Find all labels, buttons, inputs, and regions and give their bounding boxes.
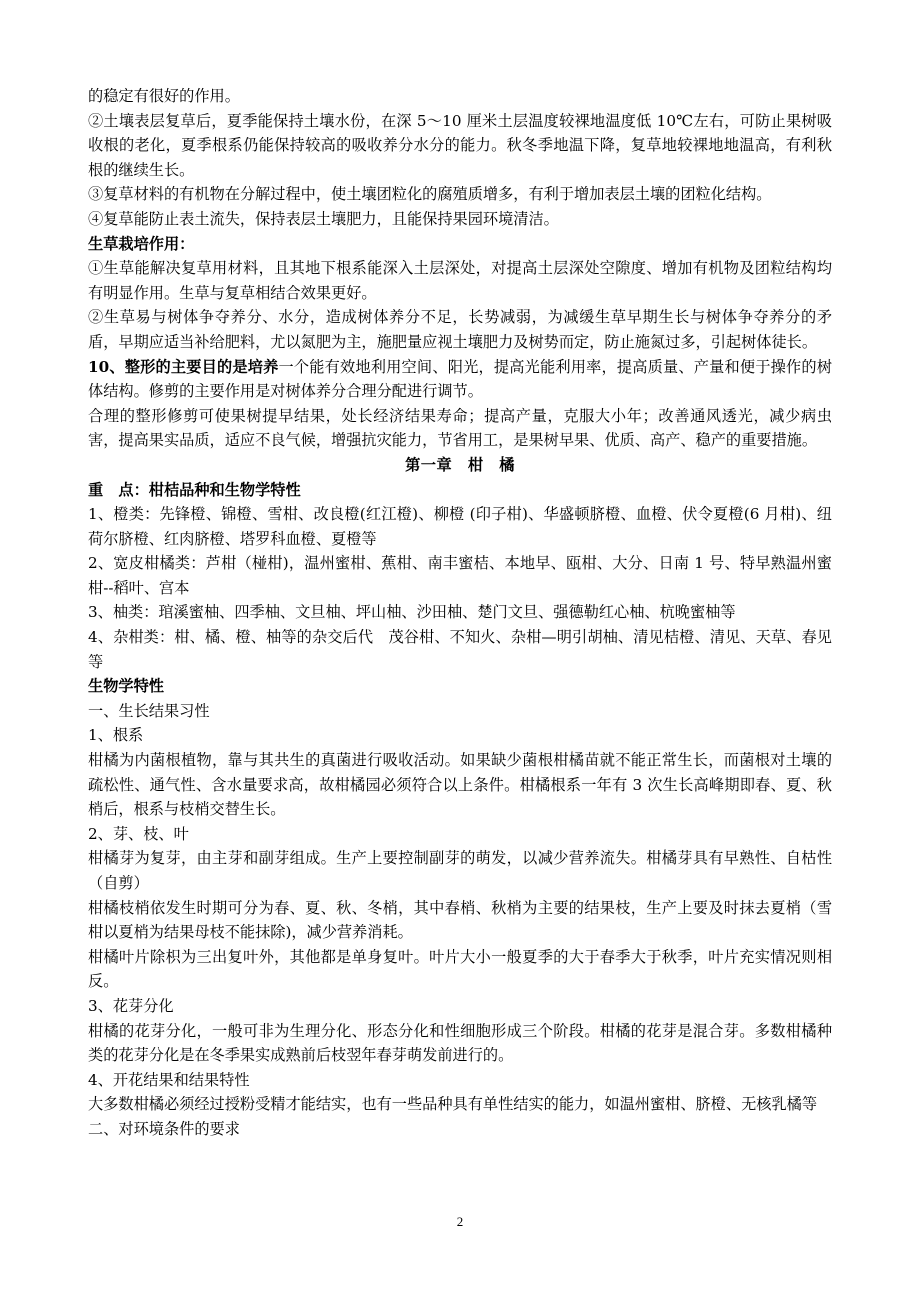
paragraph: 柑橘枝梢依发生时期可分为春、夏、秋、冬梢，其中春梢、秋梢为主要的结果枝，生产上要及时抹去夏梢（雪柑以夏梢为结果母枝不能抹除)，减少营养消耗。 — [88, 898, 832, 942]
paragraph: 柑橘芽为复芽，由主芽和副芽组成。生产上要控制副芽的萌发，以减少营养流失。柑橘芽具有早熟性、自枯性（自剪） — [88, 849, 832, 892]
paragraph: 3、柚类：琯溪蜜柚、四季柚、文旦柚、坪山柚、沙田柚、楚门文旦、强德勒红心柚、杭晚蜜柚等 — [88, 603, 736, 622]
paragraph: 一、生长结果习性 — [88, 701, 210, 720]
paragraph: ①生草能解决复草用材料，且其地下根系能深入土层深处，对提高土层深处空隙度、增加有机物及团粒结构均有明显作用。生草与复草相结合效果更好。 — [88, 259, 832, 302]
paragraph: ④复草能防止表土流失，保持表层土壤肥力，且能保持果园环境清洁。 — [88, 209, 559, 228]
paragraph: ③复草材料的有机物在分解过程中，使土壤团粒化的腐殖质增多，有利于增加表层土壤的团粒化结构。 — [88, 185, 772, 204]
paragraph: 4、开花结果和结果特性 — [88, 1070, 250, 1089]
paragraph — [88, 355, 832, 404]
section-heading: 生草栽培作用： — [88, 234, 195, 253]
section-heading: 生物学特性 — [88, 677, 164, 696]
paragraph: ②土壤表层复草后，夏季能保持土壤水份，在深 5～10 厘米土层温度较裸地温度低 10℃左右，可防止果树吸收根的老化，夏季根系仍能保持较高的吸收养分水分的能力。秋冬季地温下降，复草地较裸地地温高，有利秋根的继续生长。 — [88, 111, 832, 179]
paragraph-rest: 一个能有效地利用空间、阳光，提高光能利用率，提高质量、产量和便于操作的树体结构。修剪的主要作用是对树体养分合理分配进行调节。 — [88, 357, 833, 401]
paragraph: 二、对环境条件的要求 — [88, 1119, 240, 1138]
paragraph-bold-lead: 10、整形的主要目的是培养 — [88, 357, 279, 376]
paragraph: 大多数柑橘必须经过授粉受精才能结实，也有一些品种具有单性结实的能力，如温州蜜柑、脐橙、无核乳橘等 — [88, 1095, 817, 1114]
paragraph: 4、杂柑类：柑、橘、橙、柚等的杂交后代 茂谷柑、不知火、杂柑—明引胡柚、清见桔橙、清见、天草、春见等 — [88, 628, 832, 671]
paragraph: ②生草易与树体争夺养分、水分，造成树体养分不足，长势减弱，为减缓生草早期生长与树体争夺养分的矛盾，早期应适当补给肥料，尤以氮肥为主，施肥量应视土壤肥力及树势而定，防止施氮过多，引起树体徒长。 — [88, 308, 832, 351]
paragraph: 3、花芽分化 — [88, 996, 174, 1015]
paragraph: 2、宽皮柑橘类：芦柑（椪柑)，温州蜜柑、蕉柑、南丰蜜桔、本地早、瓯柑、大分、日南 1 号、特早熟温州蜜柑--稻叶、宫本 — [88, 554, 832, 597]
page-number: 2 — [456, 1214, 464, 1229]
paragraph: 柑橘为内菌根植物，靠与其共生的真菌进行吸收活动。如果缺少菌根柑橘苗就不能正常生长，而菌根对土壤的疏松性、通气性、含水量要求高，故柑橘园必须符合以上条件。柑橘根系一年有 3 次生长高峰期即春、夏、秋梢后，根系与枝梢交替生长。 — [88, 751, 832, 819]
chapter-title: 第一章 柑 橘 — [405, 455, 515, 474]
paragraph: 柑橘叶片除枳为三出复叶外，其他都是单身复叶。叶片大小一般夏季的大于春季大于秋季，叶片充实情况则相反。 — [88, 947, 832, 991]
paragraph: 的稳定有很好的作用。 — [88, 87, 240, 105]
paragraph: 2、芽、枝、叶 — [88, 824, 189, 843]
paragraph: 合理的整形修剪可使果树提早结果，处长经济结果寿命；提高产量，克服大小年；改善通风透光，减少病虫害，提高果实品质，适应不良气候，增强抗灾能力，节省用工，是果树早果、优质、高产、稳产的重要措施。 — [88, 406, 832, 450]
section-heading: 重 点：柑桔品种和生物学特性 — [88, 480, 301, 499]
paragraph: 1、橙类：先锋橙、锦橙、雪柑、改良橙(红江橙)、柳橙 (印子柑)、华盛顿脐橙、血橙、伏令夏橙(6 月柑)、纽荷尔脐橙、红肉脐橙、塔罗科血橙、夏橙等 — [88, 505, 832, 548]
paragraph: 柑橘的花芽分化，一般可非为生理分化、形态分化和性细胞形成三个阶段。柑橘的花芽是混合芽。多数柑橘种类的花芽分化是在冬季果实成熟前后枝翌年春芽萌发前进行的。 — [88, 1021, 832, 1065]
paragraph: 1、根系 — [88, 726, 144, 745]
